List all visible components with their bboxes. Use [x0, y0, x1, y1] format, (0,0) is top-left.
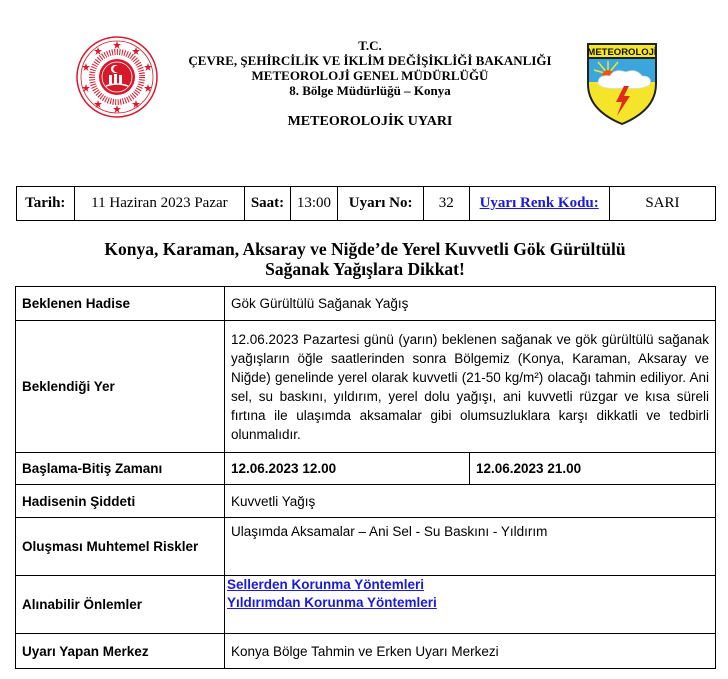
svg-text:METEOROLOJİ: METEOROLOJİ	[587, 47, 657, 58]
date-value: 11 Haziran 2023 Pazar	[74, 187, 245, 221]
issuing-center-value: Konya Bölge Tahmin ve Erken Uyarı Merkezi	[225, 634, 716, 669]
meteoroloji-shield-icon	[584, 40, 660, 126]
header-tc: T.C.	[358, 38, 382, 53]
warning-no-label: Uyarı No:	[338, 187, 424, 221]
expected-event-value: Gök Gürültülü Sağanak Yağış	[225, 287, 716, 321]
row-severity	[16, 485, 716, 518]
time-range-start: 12.06.2023 12.00	[225, 453, 470, 485]
header-directorate: METEOROLOJİ GENEL MÜDÜRLÜĞÜ	[251, 68, 489, 83]
expected-location-label: Beklendiği Yer	[16, 321, 225, 453]
color-code-value: SARI	[609, 187, 715, 221]
warning-no-value: 32	[424, 187, 469, 221]
time-value: 13:00	[290, 187, 337, 221]
color-code-cell	[469, 187, 609, 221]
time-range-label: Başlama-Bitiş Zamanı	[16, 453, 225, 485]
flood-protection-link[interactable]: Sellerden Korunma Yöntemleri	[227, 577, 425, 592]
row-precautions	[16, 576, 716, 634]
risks-label: Oluşması Muhtemel Riskler	[16, 518, 225, 576]
warning-headline	[40, 239, 690, 279]
date-label: Tarih:	[17, 187, 75, 221]
expected-event-label: Beklenen Hadise	[16, 287, 225, 321]
precautions-links	[225, 576, 716, 634]
color-code-link[interactable]: Uyarı Renk Kodu:	[479, 195, 599, 211]
headline-line-2: Sağanak Yağışlara Dikkat!	[265, 259, 465, 279]
row-time-range	[16, 453, 716, 485]
time-label: Saat:	[245, 187, 290, 221]
precautions-label: Alınabilir Önlemler	[16, 576, 225, 634]
headline-line-1: Konya, Karaman, Aksaray ve Niğde’de Yerel Kuvvetli Gök Gürültülü	[104, 239, 626, 259]
header-region: 8. Bölge Müdürlüğü – Konya	[289, 83, 451, 98]
document-title: METEOROLOJİK UYARI	[287, 114, 453, 129]
time-range-end: 12.06.2023 21.00	[470, 453, 716, 485]
warning-info-table	[16, 186, 716, 221]
risks-value: Ulaşımda Aksamalar – Ani Sel - Su Baskını - Yıldırım	[225, 518, 716, 576]
expected-location-value: 12.06.2023 Pazartesi günü (yarın) beklenen sağanak ve gök gürültülü sağanak yağışların öğle saatlerinden sonra Bölgemiz (Konya, Karaman, Aksaray ve Niğde) genelinde yerel olarak kuvvetli (21-50 kg/m²) olacağı tahmin ediliyor. Ani sel, su baskını, yıldırım, yerel dolu yağışı, ani kuvvetli rüzgar ve kısa süreli fırtına ile ulaşımda aksamalar gibi olumsuzluklara karşı dikkatli ve tedbirli olunmalıdır.	[225, 321, 716, 453]
lightning-protection-link[interactable]: Yıldırımdan Korunma Yöntemleri	[227, 595, 437, 610]
severity-value: Kuvvetli Yağış	[225, 485, 716, 518]
warning-details-table	[15, 286, 716, 669]
header-ministry: ÇEVRE, ŞEHİRCİLİK VE İKLİM DEĞİŞİKLİĞİ BAKANLIĞI	[188, 53, 552, 68]
severity-label: Hadisenin Şiddeti	[16, 485, 225, 518]
ministry-seal-icon	[76, 36, 158, 118]
header-block	[160, 38, 580, 98]
row-issuing-center	[16, 634, 716, 669]
row-expected-event	[16, 287, 716, 321]
row-risks	[16, 518, 716, 576]
issuing-center-label: Uyarı Yapan Merkez	[16, 634, 225, 669]
row-expected-location	[16, 321, 716, 453]
